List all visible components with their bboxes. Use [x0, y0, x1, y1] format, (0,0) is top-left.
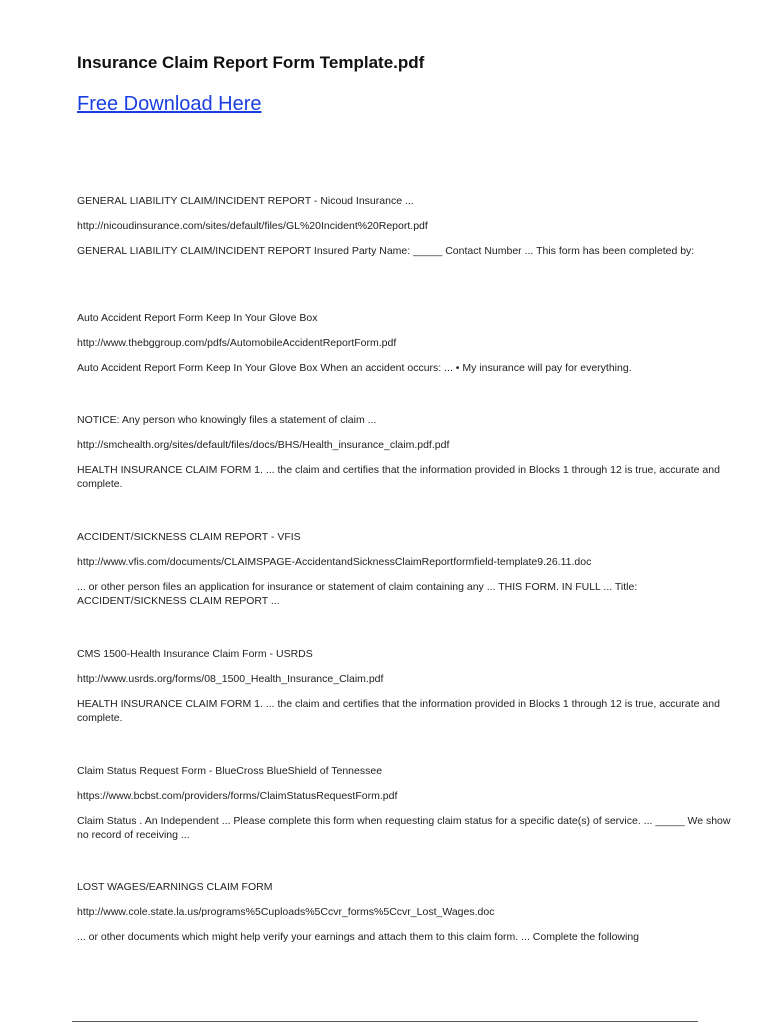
footer-divider [72, 1021, 698, 1022]
result-entry [77, 880, 732, 944]
entry-snippet: HEALTH INSURANCE CLAIM FORM 1. ... the claim and certifies that the information provided in Blocks 1 through 12 is true, accurate and complete. [77, 464, 720, 490]
entry-title: ACCIDENT/SICKNESS CLAIM REPORT - VFIS [77, 531, 301, 543]
entry-snippet: Auto Accident Report Form Keep In Your Glove Box When an accident occurs: ... • My insurance will pay for everything. [77, 362, 632, 374]
entry-snippet: ... or other documents which might help verify your earnings and attach them to this claim form. ... Complete the following [77, 931, 640, 943]
result-entry [77, 530, 732, 608]
entry-url: http://smchealth.org/sites/default/files/docs/BHS/Health_insurance_claim.pdf.pdf [77, 439, 450, 451]
entry-snippet: Claim Status . An Independent ... Please complete this form when requesting claim status for a specific date(s) of service. ... _____ We show no record of receiving ... [77, 815, 731, 841]
entry-title: Claim Status Request Form - BlueCross BlueShield of Tennessee [77, 765, 383, 777]
entry-snippet: ... or other person files an application for insurance or statement of claim containing any ... THIS FORM. IN FULL ... Title: ACCIDENT/SICKNESS CLAIM REPORT ... [77, 581, 638, 607]
entry-url: http://nicoudinsurance.com/sites/default/files/GL%20Incident%20Report.pdf [77, 220, 428, 232]
document-title: Insurance Claim Report Form Template.pdf [77, 53, 425, 72]
free-download-link[interactable]: Free Download Here [77, 93, 262, 115]
result-entry [77, 311, 732, 375]
entry-url: http://www.thebggroup.com/pdfs/AutomobileAccidentReportForm.pdf [77, 337, 397, 349]
result-entry [77, 413, 732, 491]
result-entry [77, 194, 732, 258]
entry-snippet: HEALTH INSURANCE CLAIM FORM 1. ... the claim and certifies that the information provided in Blocks 1 through 12 is true, accurate and complete. [77, 698, 720, 724]
entry-url: http://www.cole.state.la.us/programs%5Cuploads%5Ccvr_forms%5Ccvr_Lost_Wages.doc [77, 906, 495, 918]
entry-title: NOTICE: Any person who knowingly files a statement of claim ... [77, 414, 377, 426]
entry-title: CMS 1500-Health Insurance Claim Form - USRDS [77, 648, 313, 660]
entry-url: http://www.vfis.com/documents/CLAIMSPAGE-AccidentandSicknessClaimReportformfield-template9.26.11.doc [77, 556, 592, 568]
entry-snippet: GENERAL LIABILITY CLAIM/INCIDENT REPORT Insured Party Name: _____ Contact Number ... This form has been completed by: [77, 245, 695, 257]
entry-title: LOST WAGES/EARNINGS CLAIM FORM [77, 881, 273, 893]
entry-title: GENERAL LIABILITY CLAIM/INCIDENT REPORT - Nicoud Insurance ... [77, 195, 414, 207]
entry-title: Auto Accident Report Form Keep In Your Glove Box [77, 312, 318, 324]
result-entry [77, 647, 732, 725]
entry-url: http://www.usrds.org/forms/08_1500_Health_Insurance_Claim.pdf [77, 673, 384, 685]
entry-url: https://www.bcbst.com/providers/forms/ClaimStatusRequestForm.pdf [77, 790, 398, 802]
result-entry [77, 764, 732, 842]
